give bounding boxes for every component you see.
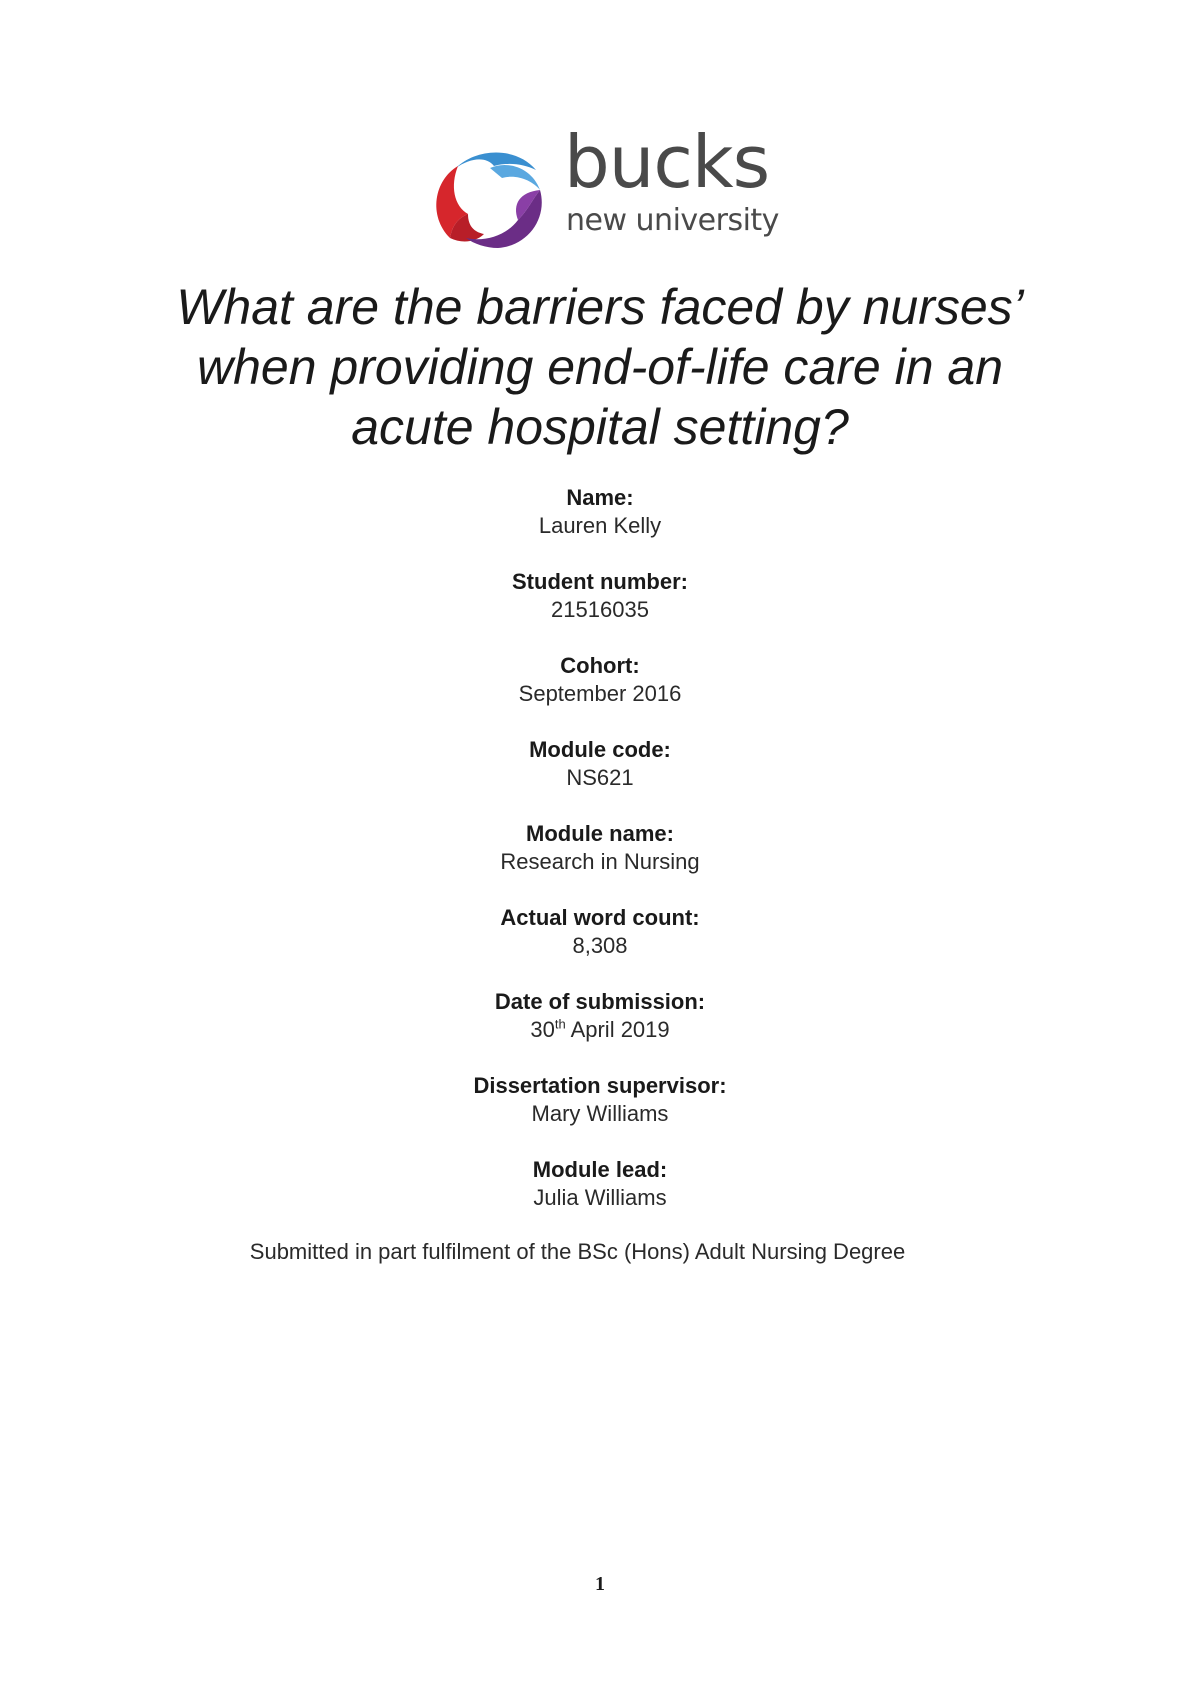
date-suffix: th — [554, 1016, 566, 1032]
field-label: Cohort: — [560, 653, 640, 678]
field-label: Name: — [566, 485, 634, 510]
field-value: Julia Williams — [533, 1185, 667, 1210]
field-cohort — [0, 652, 1200, 736]
field-student-number — [0, 568, 1200, 652]
title-line-1: What are the barriers faced by nurses’ — [176, 279, 1024, 335]
field-value: September 2016 — [518, 681, 682, 706]
field-value: NS621 — [566, 765, 634, 790]
field-label: Student number: — [512, 569, 688, 594]
field-module-lead — [0, 1156, 1200, 1240]
field-value: Mary Williams — [531, 1101, 669, 1126]
date-day: 30 — [530, 1017, 555, 1042]
field-module-name — [0, 820, 1200, 904]
field-value: 8,308 — [572, 933, 628, 958]
field-label: Module lead: — [532, 1157, 668, 1182]
submission-details — [0, 484, 1200, 1240]
submission-note: Submitted in part fulfilment of the BSc (Hons) Adult Nursing Degree — [249, 1239, 906, 1264]
field-value: Lauren Kelly — [538, 513, 662, 538]
dissertation-title — [0, 277, 1200, 457]
page-number: 1 — [595, 1573, 605, 1595]
field-label: Module code: — [529, 737, 671, 762]
title-line-2: when providing end-of-life care in an — [196, 339, 1004, 395]
field-label: Dissertation supervisor: — [473, 1073, 727, 1098]
logo-wordmark: bucks — [564, 120, 770, 204]
logo-swirl-icon — [428, 146, 548, 250]
field-name — [0, 484, 1200, 568]
logo-subtitle: new university — [566, 203, 779, 238]
date-rest: April 2019 — [565, 1017, 670, 1042]
field-label: Module name: — [526, 821, 674, 846]
field-submission-date — [0, 988, 1200, 1072]
field-value: Research in Nursing — [500, 849, 700, 874]
field-label: Date of submission: — [494, 989, 706, 1014]
field-label: Actual word count: — [500, 905, 700, 930]
field-value: 21516035 — [551, 597, 649, 622]
title-line-3: acute hospital setting? — [351, 399, 849, 455]
field-word-count — [0, 904, 1200, 988]
field-supervisor — [0, 1072, 1200, 1156]
field-value — [0, 1016, 1200, 1044]
field-module-code — [0, 736, 1200, 820]
university-logo — [428, 120, 788, 252]
